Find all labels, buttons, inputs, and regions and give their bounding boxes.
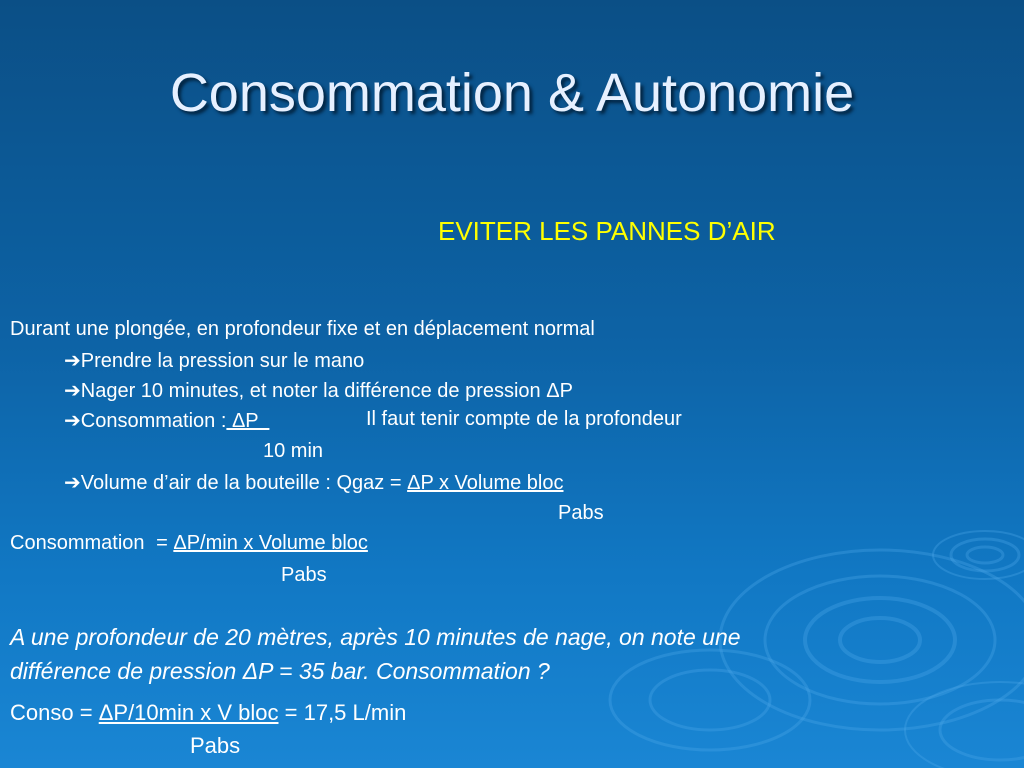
step-4-numerator: ΔP x Volume bloc: [407, 472, 564, 494]
arrow-right-icon: ➔: [64, 380, 81, 402]
answer-result: 17,5 L/min: [303, 700, 407, 725]
step-3: [64, 408, 269, 433]
step-1: [64, 348, 364, 373]
intro-text: Durant une plongée, en profondeur fixe et en déplacement normal: [10, 318, 595, 340]
answer-denominator: Pabs: [190, 733, 241, 758]
formula-equals: =: [156, 532, 168, 554]
formula-denominator: Pabs: [281, 564, 327, 586]
formula-label: Consommation: [10, 532, 145, 554]
example-line-2: différence de pression ΔP = 35 bar. Consommation ?: [10, 658, 550, 684]
step-4-label: Volume d’air de la bouteille : Qgaz =: [80, 472, 402, 494]
arrow-right-icon: ➔: [64, 472, 81, 494]
step-1-text: Prendre la pression sur le mano: [80, 350, 365, 372]
answer: [10, 700, 406, 726]
slide-subtitle: EVITER LES PANNES D’AIR: [438, 216, 776, 246]
arrow-right-icon: ➔: [64, 350, 81, 372]
formula-numerator: ΔP/min x Volume bloc: [173, 532, 368, 554]
step-3-denominator: 10 min: [263, 440, 324, 462]
answer-equals: =: [79, 700, 93, 725]
step-4: [64, 470, 564, 495]
arrow-right-icon: ➔: [64, 410, 81, 432]
answer-equals-2: =: [284, 700, 298, 725]
answer-label: Conso: [10, 700, 74, 725]
step-2: [64, 378, 573, 403]
step-4-denominator: Pabs: [558, 502, 604, 524]
example-line-1: A une profondeur de 20 mètres, après 10 minutes de nage, on note une: [10, 624, 741, 650]
slide-title: Consommation & Autonomie: [169, 63, 855, 123]
step-3-label: Consommation :: [80, 410, 227, 432]
answer-numerator: ΔP/10min x V bloc: [98, 700, 279, 725]
step-2-text: Nager 10 minutes, et noter la différence de pression ΔP: [80, 380, 573, 402]
step-3-numerator: ΔP: [226, 410, 270, 432]
formula: [10, 532, 368, 555]
step-3-note: Il faut tenir compte de la profondeur: [366, 408, 682, 430]
